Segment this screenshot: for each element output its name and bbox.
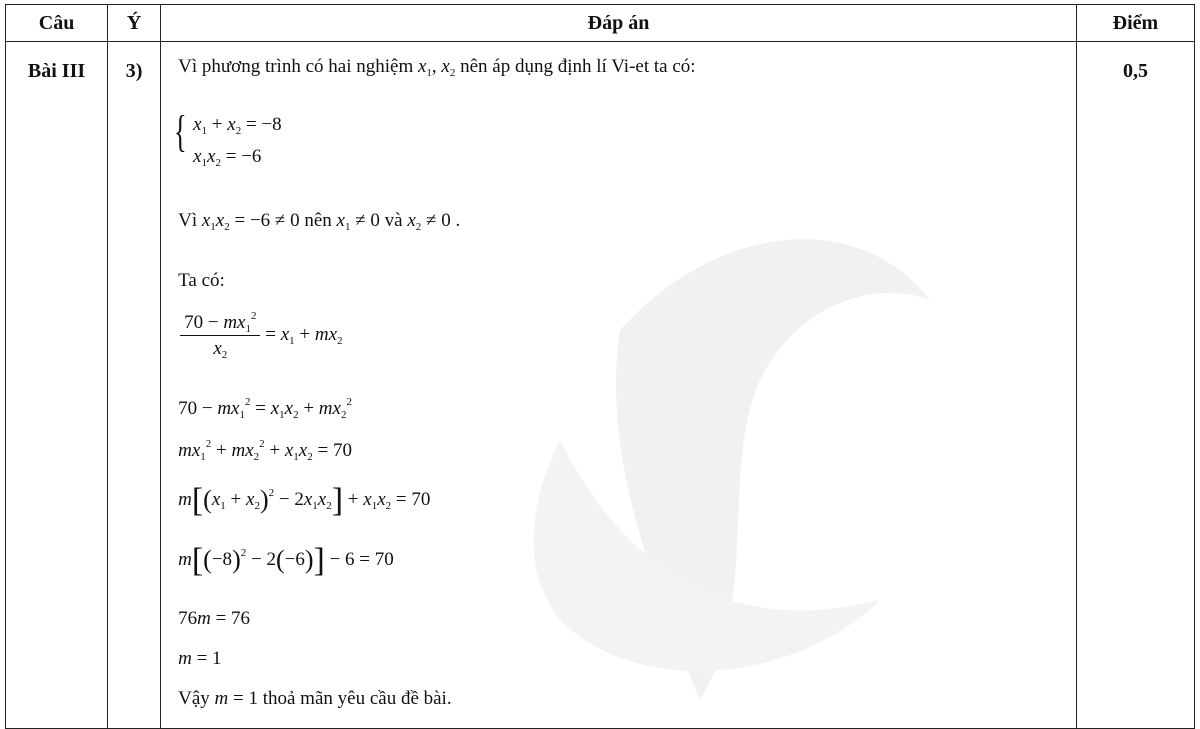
- line-nonzero: Vì $x_1x_2 = -6 \ne 0$ nên $x_1 \ne 0$ và $x_2 \ne 0$ .: [178, 210, 461, 233]
- header-y: Ý: [108, 5, 161, 42]
- answer-table: [5, 4, 1195, 729]
- eq-step2: $mx_1^2 + mx_2^2 + x_1x_2 = 70$: [178, 438, 352, 463]
- header-dap-an: Đáp án: [161, 5, 1077, 42]
- cell-cau: Bài III: [6, 42, 108, 729]
- cell-dap-an: [161, 42, 1077, 729]
- eq-product: $x_1x_2 = -6$: [193, 146, 262, 169]
- header-cau: Câu: [6, 5, 108, 42]
- cell-y: 3): [108, 42, 161, 729]
- eq-sum: $x_1 + x_2 = -8$: [193, 114, 282, 137]
- eq-fraction: $\frac{70 - mx_1^2}{x_2}$ = $x_1 + mx_2$: [180, 310, 342, 361]
- line-intro: Vì phương trình có hai nghiệm $x_1$, $x_2$ nên áp dụng định lí Vi-et ta có:: [178, 56, 696, 79]
- table-row: [6, 42, 1195, 729]
- system-brace: {: [174, 107, 187, 156]
- eq-step6: m = 1: [178, 648, 222, 669]
- eq-step4: $m[(-8)^2 - 2(-6)] - 6 = 70$: [178, 542, 394, 579]
- cell-diem: 0,5: [1076, 42, 1194, 729]
- table-header-row: [6, 5, 1195, 42]
- header-diem: Điểm: [1076, 5, 1194, 42]
- eq-step3: $m[(x_1 + x_2)^2 - 2x_1x_2] + x_1x_2 = 70$: [178, 482, 431, 519]
- line-conclusion: Vậy m = 1 thoả mãn yêu cầu đề bài.: [178, 688, 452, 709]
- eq-step1: $70 - mx_1^2 = x_1x_2 + mx_2^2$: [178, 396, 352, 421]
- line-ta-co: Ta có:: [178, 270, 225, 291]
- eq-step5: 76m = 76: [178, 608, 251, 629]
